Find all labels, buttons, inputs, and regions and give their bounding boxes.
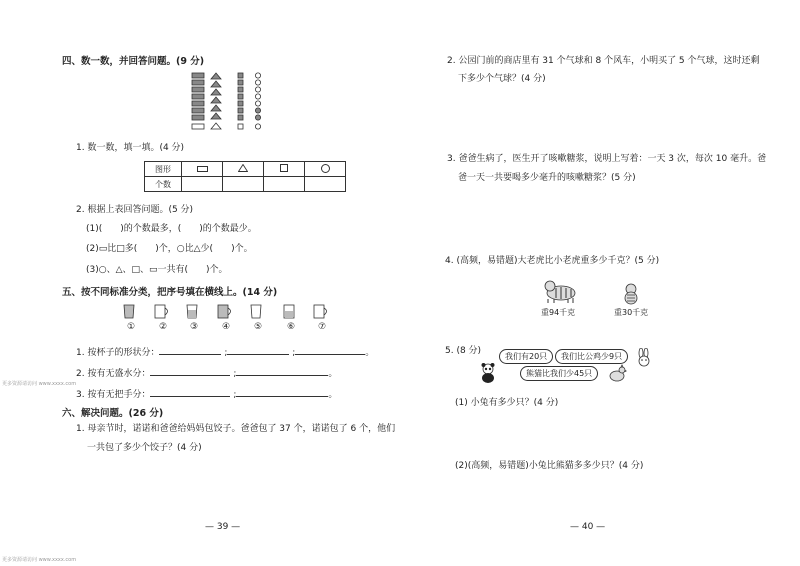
s4-q2: 2. 根据上表回答问题。(5 分) [76,205,194,215]
cup-number: ③ [189,322,199,332]
small-tiger-icon [621,282,641,306]
s5-q3-row: 3. 按有无把手分： ; 。 [76,387,337,401]
cup-number: ⑦ [317,322,327,332]
r-q5-1: (1) 小兔有多少只？(4 分) [455,398,559,408]
cup-icon [281,302,299,320]
r-q3-line1: 3. 爸爸生病了，医生开了咳嗽糖浆，说明上写着：一天 3 次，每次 10 毫升。爸 [447,154,767,164]
triangle-column-icon [211,73,221,129]
answer-blank[interactable] [150,387,230,397]
s4-q2-2: (2)▭比□多( )个，○比△少( )个。 [86,244,253,254]
cup-number: ② [158,322,168,332]
speech-bubble-rabbits: 我们有20只 [499,349,553,364]
page-number-right: — 40 — [570,522,606,532]
r-q4: 4. (高频，易错题)大老虎比小老虎重多少千克？(5 分) [445,256,660,266]
rectangle-column-icon [192,73,204,129]
s5-q1-row: 1. 按杯子的形状分： ; ; 。 [76,345,374,359]
r-q3-line2: 爸一天一共要喝多少毫升的咳嗽糖浆？(5 分) [458,173,636,183]
speech-bubble-panda: 熊猫比我们少45只 [520,366,598,381]
big-tiger-icon [544,276,578,304]
square-cell [264,162,305,177]
r-q2-line2: 下多少个气球？(4 分) [458,74,546,84]
answer-blank[interactable] [236,366,328,376]
s4-q2-1: (1)( )的个数最多，( )的个数最少。 [86,224,257,234]
table-header-shape: 图形 [145,162,182,177]
mug-icon [216,302,236,320]
answer-blank[interactable] [159,345,221,355]
s5-q3: 3. 按有无把手分： [76,390,151,400]
s5-q1: 1. 按杯子的形状分： [76,348,160,358]
cups-row [118,302,338,338]
section6-title: 六、解决问题。(26 分) [62,408,164,419]
cup-number: ① [126,322,136,332]
triangle-cell [223,162,264,177]
count-answer-cell[interactable] [182,177,223,192]
section4-title: 四、数一数，并回答问题。(9 分) [62,56,205,67]
cup-icon [248,302,266,320]
speech-bubble-rabbits-vs-rooster: 我们比公鸡少9只 [555,349,628,364]
count-answer-cell[interactable] [264,177,305,192]
square-column-icon [238,73,243,129]
footer-bottom-watermark: 更多资源请访问 www.xxxx.com [2,557,77,563]
rooster-icon [606,364,628,384]
answer-blank[interactable] [236,387,328,397]
big-tiger-weight: 重94千克 [541,308,576,317]
cup-number: ⑤ [253,322,263,332]
mug-icon [312,302,332,320]
small-tiger-weight: 重30千克 [614,308,649,317]
count-answer-cell[interactable] [223,177,264,192]
s5-q2-row: 2. 按有无盛水分： ; 。 [76,366,337,380]
rect-cell [182,162,223,177]
s6-q1-line2: 一共包了多少个饺子？(4 分) [87,443,202,453]
r-q2-line1: 2. 公园门前的商店里有 31 个气球和 8 个风车，小明买了 5 个气球，这时还剩 [447,56,760,66]
s6-q1-line1: 1. 母亲节时，诺诺和爸爸给妈妈包饺子。爸爸包了 37 个，诺诺包了 6 个，他们 [76,424,396,434]
answer-blank[interactable] [150,366,230,376]
cup-number: ④ [221,322,231,332]
cup-number: ⑥ [286,322,296,332]
r-q5-2: (2)(高频，易错题)小兔比熊猫多多少只？(4 分) [455,461,644,471]
cup-icon [121,302,139,320]
shape-count-table [144,161,346,192]
rabbit-icon [634,348,656,370]
count-answer-cell[interactable] [305,177,346,192]
footer-left-watermark: 更多资源请访问 www.xxxx.com [2,381,77,387]
section5-title: 五、按不同标准分类，把序号填在横线上。(14 分) [62,287,278,298]
circle-cell [305,162,346,177]
circle-column-icon [255,73,260,129]
cup-icon [184,302,202,320]
r-q5: 5. (8 分) [445,346,482,356]
panda-icon [478,362,498,384]
answer-blank[interactable] [295,345,365,355]
page-number-left: — 39 — [205,522,241,532]
table-header-count: 个数 [145,177,182,192]
mug-icon [153,302,173,320]
s4-q2-3: (3)○、△、□、▭一共有( )个。 [86,265,228,275]
s5-q2: 2. 按有无盛水分： [76,369,151,379]
s4-q1: 1. 数一数，填一填。(4 分) [76,143,185,153]
shape-count-chart [188,70,268,132]
answer-blank[interactable] [227,345,289,355]
